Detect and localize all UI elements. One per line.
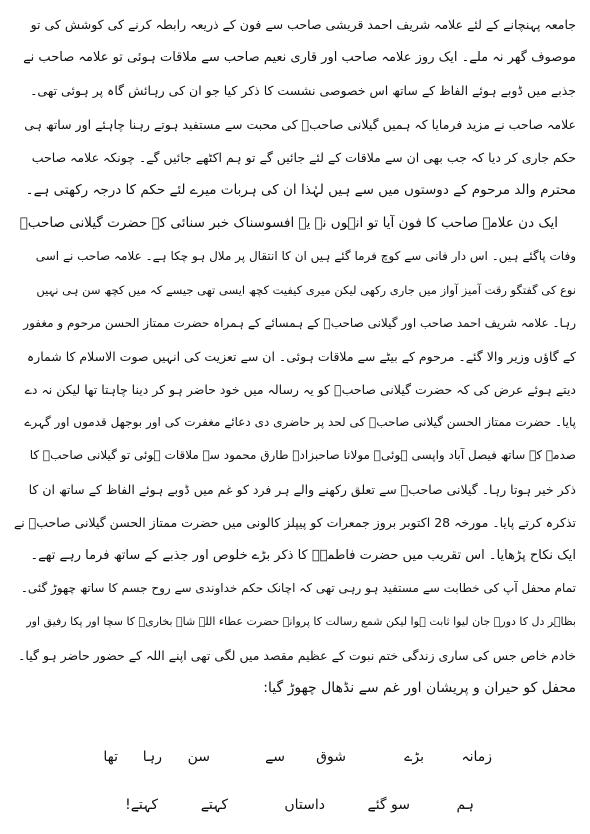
paragraph-line: تمام محفل آپ کی خطابت سے مستفید ہو رہی تھی کہ اچانک حکم خداوندی سے روح جسم کا ساتھ چھوڑ گئی۔ [20,581,576,596]
paragraph-line: محفل کو حیران و پریشان اور غم سے نڈھال چھوڑ گیا: [263,679,576,696]
verse-word: داستاں [284,797,325,813]
paragraph-line: وفات پاگئے ہیں۔ اس دار فانی سے کوچ فرما گئے ہیں ان کا انتقال پر ملال ہو چکا ہے۔ علامہ صاحب نے اسی [35,249,576,264]
verse-word: سے [265,749,285,765]
paragraph-line: موصوف گھر نہ ملے۔ ایک روز علامہ صاحب اور قاری نعیم صاحب سے ملاقات ہوئی تو علامہ صاحب نے [23,50,576,66]
verse-word: سن [187,749,210,765]
paragraph-line: ایک نکاح پڑھایا۔ اس تقریب میں حضرت فاطمہؓ کا ذکر بڑے خلوص اور جذبے کے ساتھ فرما رہے تھے۔ [30,548,576,563]
paragraph-line: صدمے کے ساتھ فیصل آباد واپسی ہوئی۔ مولانا صاحبزادہ طارق محمود سے ملاقات ہوئی تو گیلانی صاحبؒ کا [29,448,576,463]
verse-line-1 [0,742,590,772]
verse-word: بڑے [404,749,424,765]
paragraph-line: تذکرہ کرتے پایا۔ مورخہ 28 اکتوبر بروز جمعرات کو پیپلز کالونی میں حضرت ممتاز الحسن گیلانی صاحبؒ نے [14,514,576,530]
paragraph-line: پایا۔ حضرت ممتاز الحسن گیلانی صاحبؒ کی لحد پر حاضری دی دعائے مغفرت کی اور بوجھل قدموں اور گہرے [24,415,576,430]
paragraph-line: جذبے میں ڈوبے ہوئے الفاظ کے ساتھ اس خصوصی نشست کا ذکر کیا جو ان کی رہائش گاہ پر ہوئی تھی۔ [30,83,576,99]
paragraph-line: خادم خاص جس کی ساری زندگی ختم نبوت کے عظیم مقصد میں لگی تھی اپنے اللہ کے حضور حاضر ہو گیا۔ [18,647,576,663]
paragraph-line: نوع کی گفتگو رقت آمیز آواز میں جاری رکھی لیکن میری کیفیت کچھ ایسی تھی جیسے کہ میں کچھ سن ہی نہیں [36,282,576,297]
verse-word: ہم [456,797,474,813]
verse-word: کہتے! [125,797,158,813]
paragraph-line: حکم جاری کر دیا کہ جب بھی ان سے ملاقات کے لئے جائیں گے تو ہم اکٹھے جائیں گے۔ چونکہ علامہ صاحب [31,149,576,165]
paragraph-line: دیتے ہوئے عرض کی کہ حضرت گیلانی صاحبؒ کو یہ رسالہ میں خود حاضر ہو کر دینا چاہتا تھا لیکن نہ دے [24,382,576,398]
verse-word: شوق [316,749,346,765]
paragraph-line: رہا۔ علامہ شریف احمد صاحب اور گیلانی صاحبؒ کے ہمسائے کے ہمراہ حضرت ممتاز الحسن مرحوم و مغفور [23,315,576,330]
verse-word: تھا [103,749,118,765]
paragraph-line: ایک دن علامہ صاحب کا فون آیا تو انہوں نے یہ افسوسناک خبر سنائی کہ حضرت گیلانی صاحبؒ [19,215,558,232]
verse-word: زمانہ [461,749,492,765]
verse-word: سو گئے [367,797,410,813]
paragraph-line: علامہ صاحب نے مزید فرمایا کہ ہمیں گیلانی صاحبؒ کی محبت سے مستفید ہوتے رہنا چاہئے اور ساتھ ہی [24,116,576,132]
paragraph-line: محترم والد مرحوم کے دوستوں میں سے ہیں لہٰذا ان کی ہربات میرے لئے حکم کا درجہ رکھتی ہے۔ [25,181,576,198]
paragraph-line: جامعہ پہنچانے کے لئے علامہ شریف احمد قریشی صاحب سے فون کے ذریعہ رابطہ کرنے کی کوشش کی تو [30,17,576,32]
verse-word: کہتے [200,797,228,813]
paragraph-line: ذکر خیر ہوتا رہا۔ گیلانی صاحبؒ سے تعلق رکھنے والے ہر فرد کو غم میں ڈوبے ہوئے الفاظ کے ساتھ ان کا [28,481,576,497]
verse-line-2 [0,790,590,820]
verse-word: رہا [142,749,162,765]
paragraph-line: بظاہر دل کا دورہ جان لیوا ثابت ہوا لیکن شمع رسالت کا پروانہ حضرت عطاء اللہ شاہ بخاریؒ کا سچا اور پکا رفیق اور [26,615,576,629]
paragraph-line: کے گاؤں وزیر والا گئے۔ مرحوم کے بیٹے سے ملاقات ہوئی۔ ان سے تعزیت کی انہیں صوت الاسلام کا شمارہ [26,348,576,364]
